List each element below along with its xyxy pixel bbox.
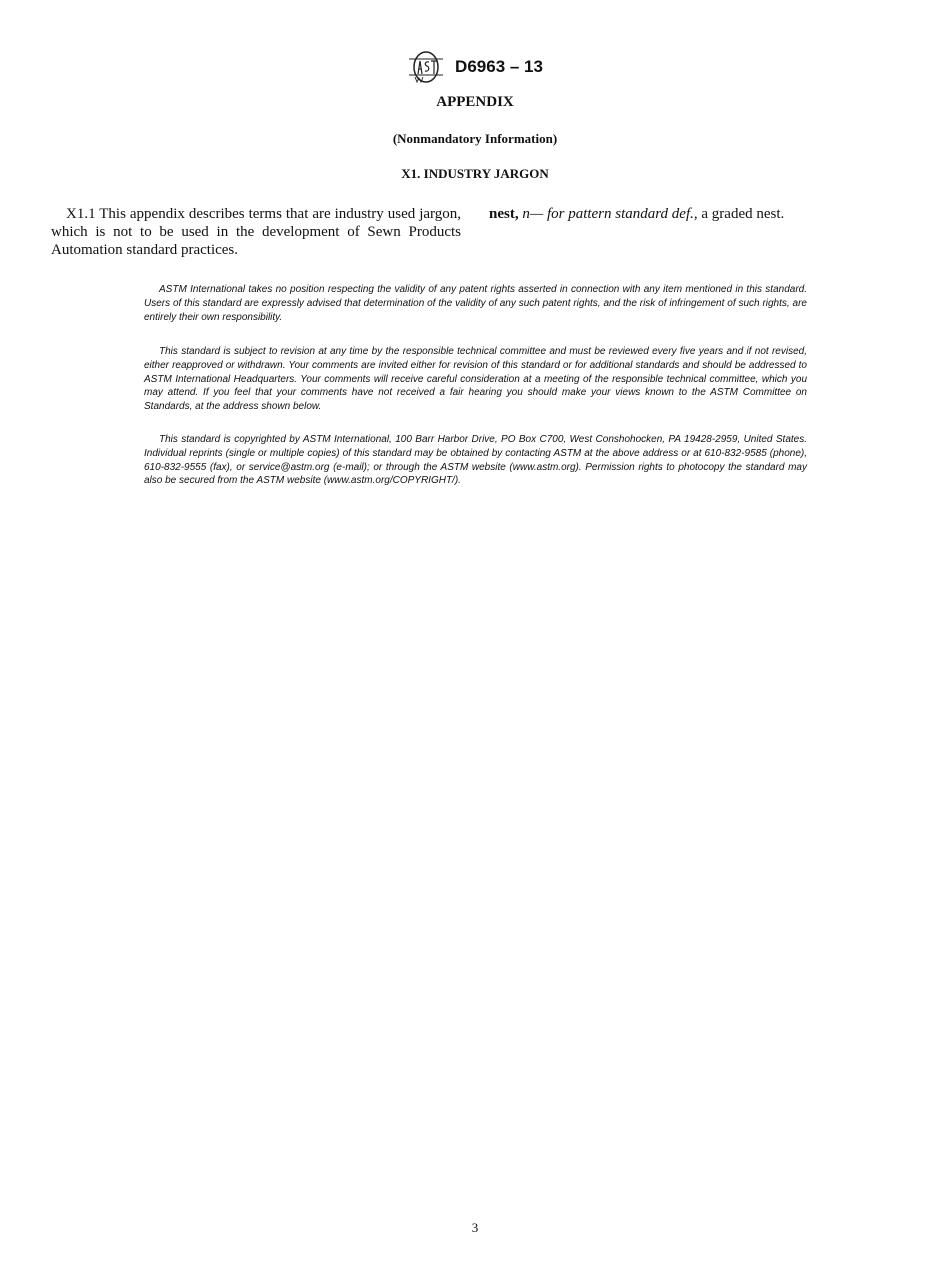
copyright-notice: This standard is copyrighted by ASTM International, 100 Barr Harbor Drive, PO Box C700, West Conshohocken, PA 19428-2959, United States. Individual reprints (single or multiple copies) of this standard may be obtained by contacting ASTM at the above address or at 610-832-9585 (phone), 610-832-9555 (fax), or service@astm.org (e-mail); or through the ASTM website (www.astm.org). Permission rights to photocopy the standard may also be secured from the ASTM website (www.astm.org/COPYRIGHT/). [144, 434, 807, 487]
nonmandatory-heading: (Nonmandatory Information) [392, 131, 558, 146]
definition-context: for pattern standard def. [546, 206, 694, 222]
definition-nest [489, 205, 899, 223]
section-heading: X1. INDUSTRY JARGON [401, 166, 549, 181]
definition-pos: n— [522, 206, 544, 222]
patent-notice: ASTM International takes no position respecting the validity of any patent rights asserted in connection with any item mentioned in this standard. Users of this standard are expressly advised that determination of the validity of any such patent rights, and the risk of infringement of such rights, are entirely their own responsibility. [144, 284, 807, 323]
paragraph-x1-1: X1.1 This appendix describes terms that are industry used jargon, which is not to be used in the development of Sewn Products Automation standard practices. [51, 206, 461, 258]
page-header [0, 50, 950, 84]
appendix-heading: APPENDIX [436, 94, 514, 110]
page-number: 3 [471, 1220, 479, 1235]
definition-term: nest, [489, 206, 519, 222]
standard-designation: D6963 – 13 [455, 57, 543, 76]
definition-text: , a graded nest. [693, 206, 785, 222]
revision-notice: This standard is subject to revision at any time by the responsible technical committee and must be reviewed every five years and if not revised, either reapproved or withdrawn. Your comments are invited either for revision of this standard or for additional standards and should be addressed to ASTM International Headquarters. Your comments will receive careful consideration at a meeting of the responsible technical committee, which you may attend. If you feel that your comments have not received a fair hearing you should make your views known to the ASTM Committee on Standards, at the address shown below. [144, 346, 807, 413]
astm-logo-icon [407, 50, 445, 84]
